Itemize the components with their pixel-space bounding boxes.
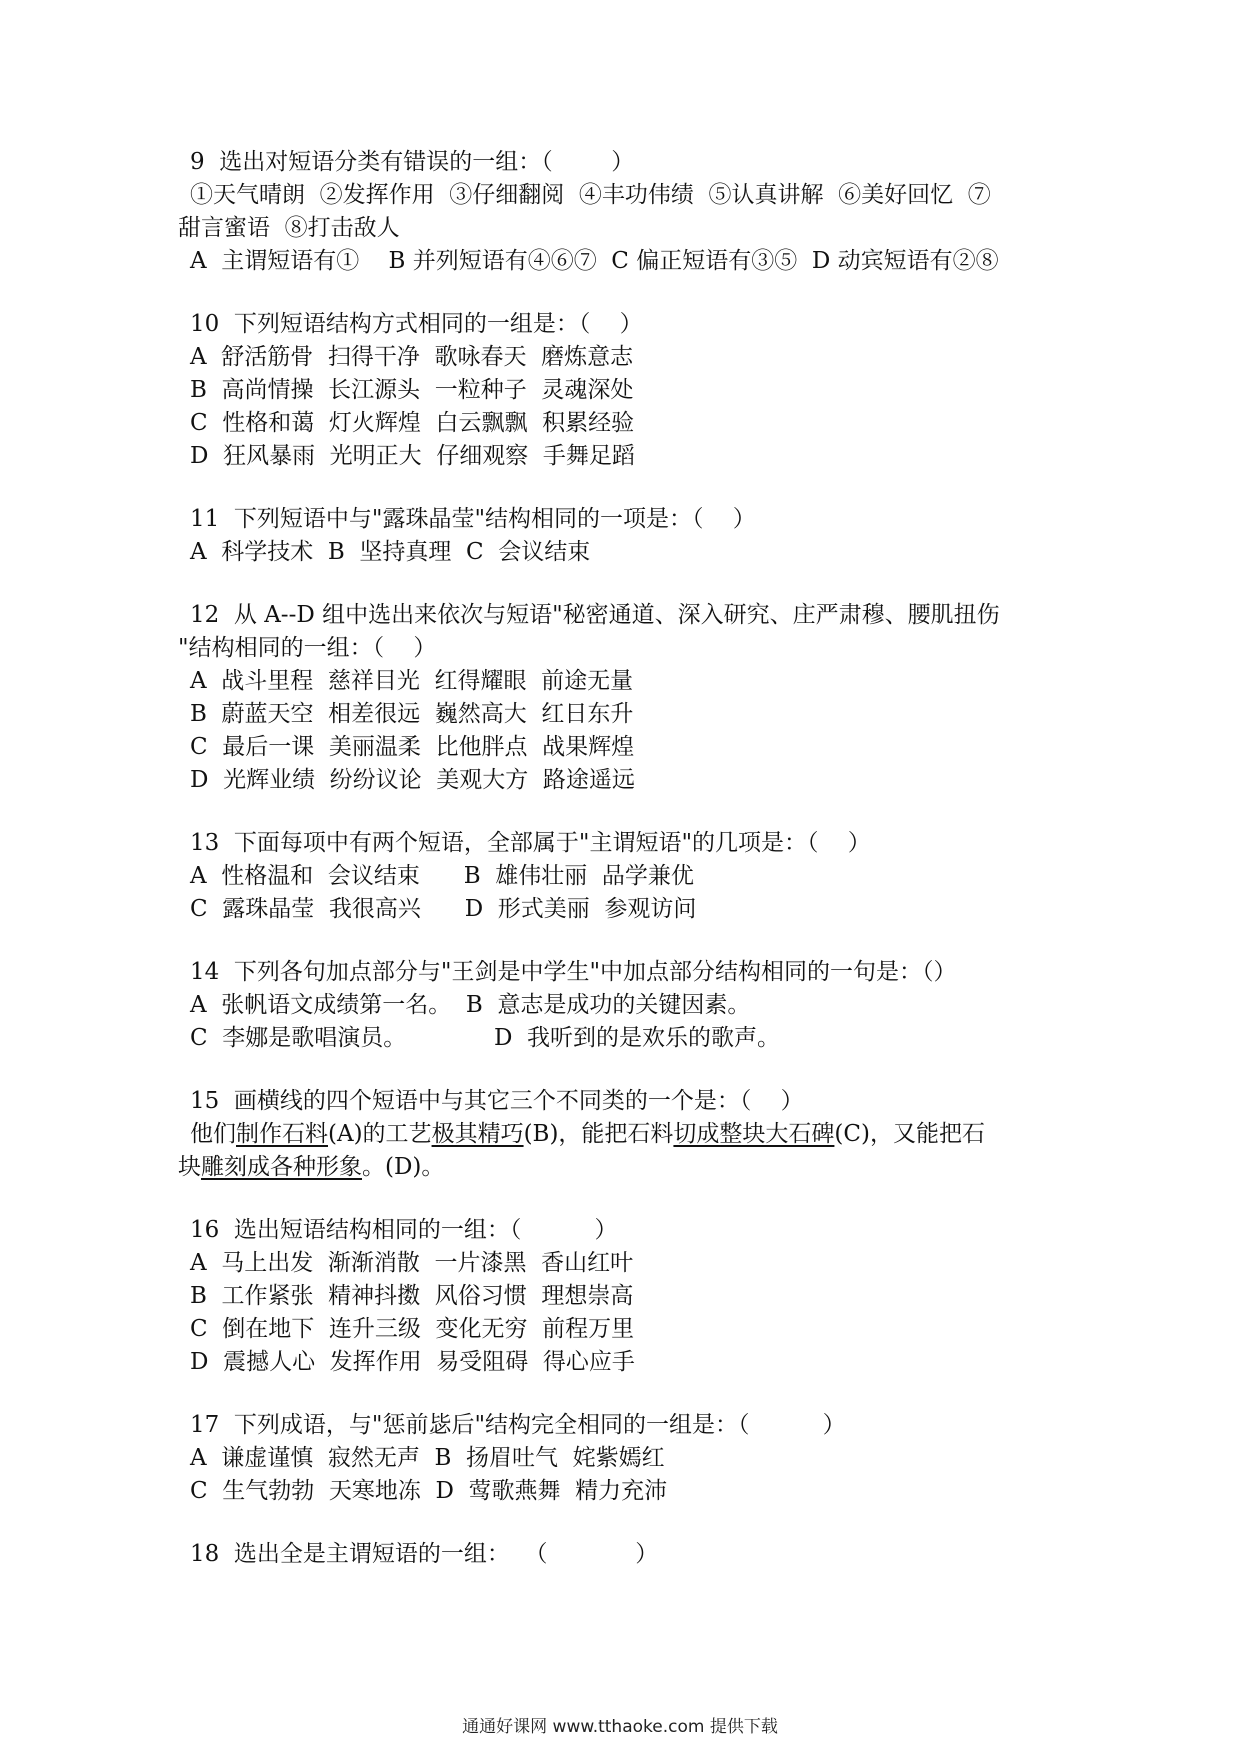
question-stem: 16 选出短语结构相同的一组：（ ） bbox=[190, 1217, 618, 1243]
passage-text: (B)，能把石料 bbox=[523, 1121, 674, 1147]
questions-container bbox=[178, 146, 1070, 1601]
option-b: B 高尚情操 长江源头 一粒种子 灵魂深处 bbox=[190, 377, 634, 403]
passage-line bbox=[190, 1118, 1070, 1151]
answer-options: A 主谓短语有① B 并列短语有④⑥⑦ C 偏正短语有③⑤ D 动宾短语有②⑧ bbox=[190, 248, 999, 274]
option-b: B 工作紧张 精神抖擞 风俗习惯 理想崇高 bbox=[190, 1283, 634, 1309]
question-10 bbox=[190, 308, 1070, 473]
options-row: A 张帆语文成绩第一名。 B 意志是成功的关键因素。 bbox=[190, 992, 751, 1018]
option-b: B 蔚蓝天空 相差很远 巍然高大 红日东升 bbox=[190, 701, 634, 727]
question-16 bbox=[190, 1214, 1070, 1379]
question-18 bbox=[190, 1538, 1070, 1571]
phrase-list-line: 甜言蜜语 ⑧打击敌人 bbox=[178, 215, 400, 241]
options-row: A 性格温和 会议结束 B 雄伟壮丽 品学兼优 bbox=[190, 863, 694, 889]
question-12 bbox=[178, 599, 1070, 797]
question-stem: 10 下列短语结构方式相同的一组是：（ ） bbox=[190, 311, 643, 337]
options-row: C 露珠晶莹 我很高兴 D 形式美丽 参观访问 bbox=[190, 896, 697, 922]
option-a: A 战斗里程 慈祥目光 红得耀眼 前途无量 bbox=[190, 668, 634, 694]
option-a: A 舒活筋骨 扫得干净 歌咏春天 磨炼意志 bbox=[190, 344, 634, 370]
option-d: D 狂风暴雨 光明正大 仔细观察 手舞足蹈 bbox=[190, 443, 635, 469]
option-a: A 马上出发 渐渐消散 一片漆黑 香山红叶 bbox=[190, 1250, 634, 1276]
question-stem: 9 选出对短语分类有错误的一组：（ ） bbox=[190, 149, 635, 175]
question-stem: 14 下列各句加点部分与"王剑是中学生"中加点部分结构相同的一句是：（） bbox=[190, 959, 957, 985]
question-stem: 13 下面每项中有两个短语，全部属于"主谓短语"的几项是：（ ） bbox=[190, 830, 871, 856]
option-d: D 震撼人心 发挥作用 易受阻碍 得心应手 bbox=[190, 1349, 635, 1375]
phrase-list-line: ①天气晴朗 ②发挥作用 ③仔细翻阅 ④丰功伟绩 ⑤认真讲解 ⑥美好回忆 ⑦ bbox=[190, 182, 991, 208]
options-row: C 李娜是歌唱演员。 D 我听到的是欢乐的歌声。 bbox=[190, 1025, 781, 1051]
question-stem: 18 选出全是主谓短语的一组： （ ） bbox=[190, 1541, 659, 1567]
question-14 bbox=[190, 956, 1070, 1055]
question-stem: 17 下列成语，与"惩前毖后"结构完全相同的一组是：（ ） bbox=[190, 1412, 846, 1438]
options-row: A 谦虚谨慎 寂然无声 B 扬眉吐气 姹紫嫣红 bbox=[190, 1445, 665, 1471]
option-c: C 性格和蔼 灯火辉煌 白云飘飘 积累经验 bbox=[190, 410, 635, 436]
passage-text: 他们 bbox=[190, 1121, 236, 1147]
option-d: D 光辉业绩 纷纷议论 美观大方 路途遥远 bbox=[190, 767, 635, 793]
question-9 bbox=[178, 146, 1070, 278]
underlined-phrase-c: 切成整块大石碑 bbox=[673, 1121, 835, 1147]
passage-text: 。(D)。 bbox=[362, 1154, 445, 1180]
options-row: C 生气勃勃 天寒地冻 D 莺歌燕舞 精力充沛 bbox=[190, 1478, 668, 1504]
underlined-phrase-d: 雕刻成各种形象 bbox=[201, 1154, 362, 1180]
question-11 bbox=[190, 503, 1070, 569]
passage-text: 块 bbox=[178, 1154, 201, 1180]
question-stem-continued: "结构相同的一组：（ ） bbox=[178, 635, 437, 661]
passage-text: (C)，又能把石 bbox=[834, 1121, 985, 1147]
question-13 bbox=[190, 827, 1070, 926]
passage-line bbox=[178, 1151, 1070, 1184]
question-15 bbox=[178, 1085, 1070, 1184]
question-stem: 15 画横线的四个短语中与其它三个不同类的一个是：（ ） bbox=[190, 1088, 804, 1114]
passage-text: (A)的工艺 bbox=[328, 1121, 432, 1147]
page-footer: 通通好课网 www.tthaoke.com 提供下载 bbox=[462, 1717, 778, 1737]
question-stem: 11 下列短语中与"露珠晶莹"结构相同的一项是：（ ） bbox=[190, 506, 756, 532]
option-c: C 最后一课 美丽温柔 比他胖点 战果辉煌 bbox=[190, 734, 635, 760]
question-17 bbox=[190, 1409, 1070, 1508]
underlined-phrase-a: 制作石料 bbox=[236, 1121, 328, 1147]
option-c: C 倒在地下 连升三级 变化无穷 前程万里 bbox=[190, 1316, 635, 1342]
underlined-phrase-b: 极其精巧 bbox=[431, 1121, 524, 1147]
answer-options: A 科学技术 B 坚持真理 C 会议结束 bbox=[190, 539, 591, 565]
question-stem: 12 从 A--D 组中选出来依次与短语"秘密通道、深入研究、庄严肃穆、腰肌扭伤 bbox=[190, 602, 1000, 628]
